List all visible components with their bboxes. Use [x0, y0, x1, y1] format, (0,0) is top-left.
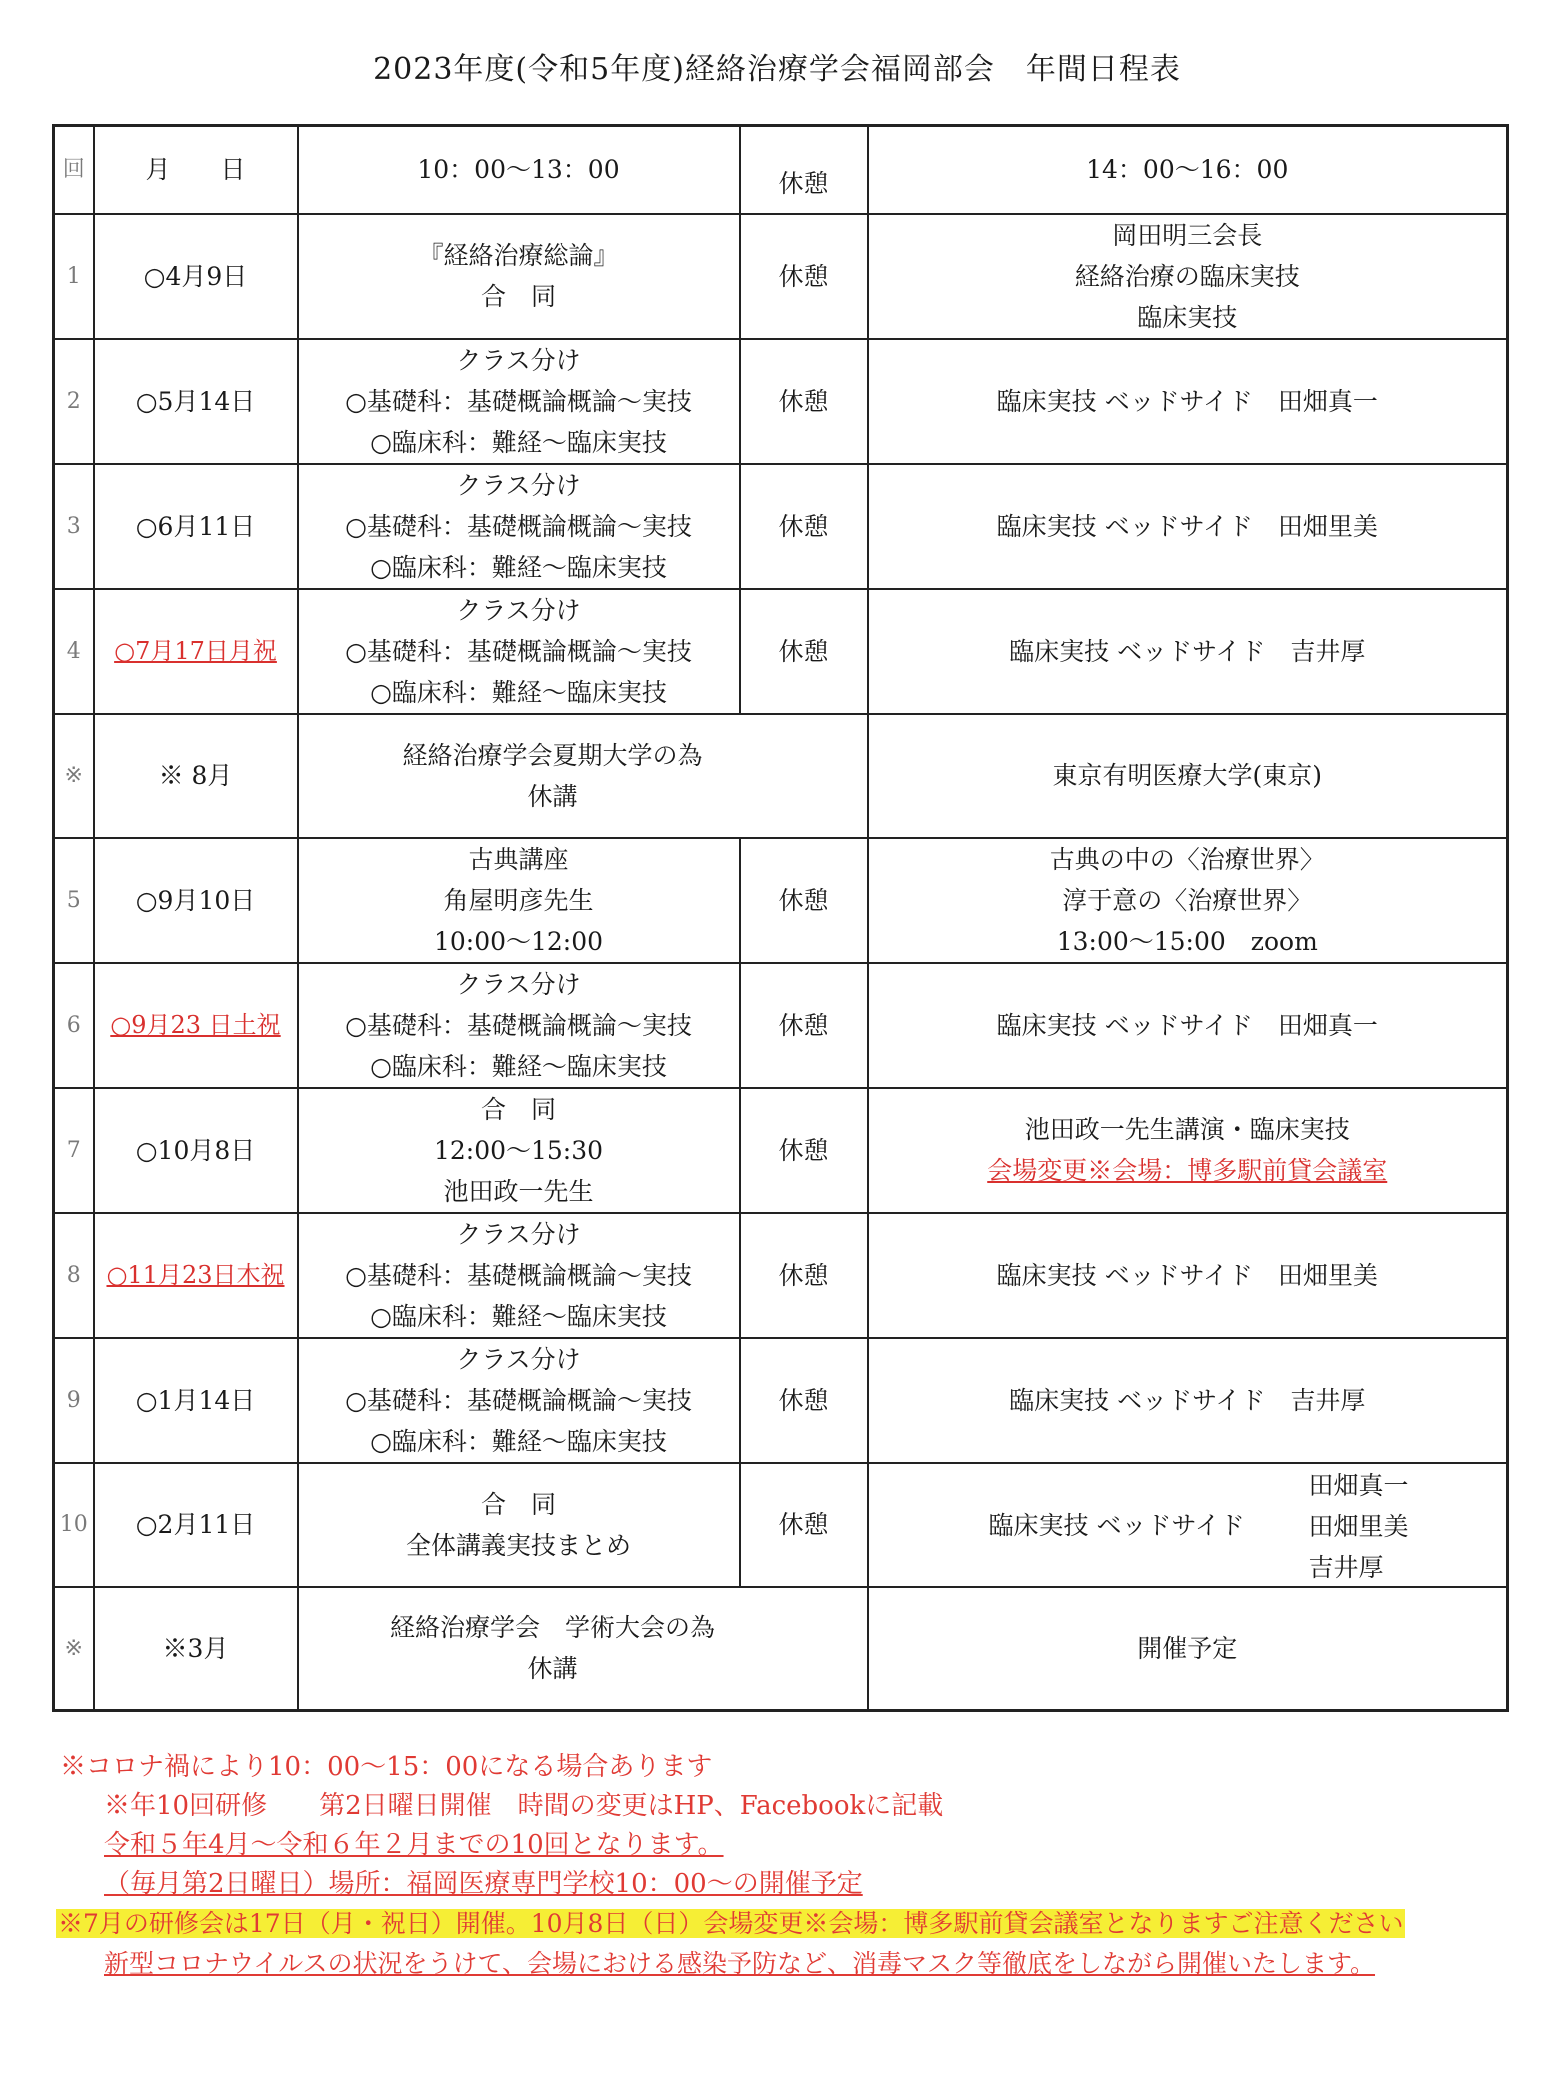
- row-morning-line: クラス分け: [456, 595, 581, 625]
- header-date: 月 日: [94, 126, 298, 214]
- row-afternoon: [868, 464, 1508, 589]
- row-morning-line: ○基礎科：基礎概論概論～実技: [345, 386, 692, 416]
- row-morning-line: 合 同: [480, 282, 556, 311]
- row-afternoon-line: 臨床実技 ベッドサイド 田畑里美: [996, 511, 1378, 541]
- row-number: ※: [54, 1587, 94, 1711]
- row-morning-line: 合 同: [480, 1094, 556, 1124]
- row-break: 休憩: [740, 1338, 868, 1463]
- header-afternoon: 14：00～16：00: [868, 126, 1508, 214]
- table-row: [54, 1088, 1508, 1213]
- afternoon-wrap: [869, 1465, 1507, 1585]
- row-number: 8: [54, 1213, 94, 1338]
- row-afternoon-line: 臨床実技 ベッドサイド 吉井厚: [1009, 1385, 1366, 1415]
- row-break: 休憩: [740, 1463, 868, 1587]
- row-morning: [298, 214, 740, 339]
- row-number: 7: [54, 1088, 94, 1213]
- row-number: 6: [54, 963, 94, 1088]
- afternoon-name: 田畑真一: [1308, 1470, 1409, 1500]
- row-morning-line: 休講: [527, 781, 578, 811]
- row-afternoon: [868, 1463, 1508, 1587]
- row-afternoon-line: 臨床実技: [1137, 302, 1238, 332]
- row-date: ○2月11日: [94, 1463, 298, 1587]
- row-afternoon-line: 池田政一先生講演・臨床実技: [1024, 1115, 1350, 1144]
- row-morning: [298, 1463, 740, 1587]
- header-no: 回: [54, 126, 94, 214]
- row-morning-line: ○臨床科：難経～臨床実技: [370, 1426, 667, 1456]
- venue-change-note: 会場変更※会場：博多駅前貸会議室: [987, 1156, 1388, 1185]
- row-morning-line: クラス分け: [456, 345, 581, 375]
- row-date: ※ 8月: [94, 714, 298, 838]
- row-morning-line: ○基礎科：基礎概論概論～実技: [345, 511, 692, 541]
- table-row: [54, 1463, 1508, 1587]
- row-afternoon: [868, 1338, 1508, 1463]
- row-date: ※3月: [94, 1587, 298, 1711]
- row-afternoon-line: 経絡治療の臨床実技: [1074, 261, 1300, 291]
- row-afternoon-line: 岡田明三会長: [1112, 220, 1263, 250]
- row-morning-line: ○基礎科：基礎概論概論～実技: [345, 1385, 692, 1415]
- note-5-highlight: ※7月の研修会は17日（月・祝日）開催。10月8日（日）会場変更※会場：博多駅前貸会議室となりますご注意ください: [58, 1909, 1404, 1938]
- row-afternoon: [868, 714, 1508, 838]
- row-morning-line: クラス分け: [456, 470, 581, 500]
- row-number: 3: [54, 464, 94, 589]
- row-morning: [298, 464, 740, 589]
- row-afternoon-line: 東京有明医療大学(東京): [1052, 761, 1322, 790]
- row-number: ※: [54, 714, 94, 838]
- row-break: 休憩: [740, 963, 868, 1088]
- row-morning-line: 全体講義実技まとめ: [405, 1530, 631, 1560]
- row-afternoon-line: 古典の中の〈治療世界〉: [1049, 844, 1325, 874]
- row-afternoon: [868, 1587, 1508, 1711]
- row-morning-line: クラス分け: [456, 969, 581, 999]
- row-morning: [298, 963, 740, 1088]
- row-afternoon: [868, 589, 1508, 714]
- table-row: [54, 1587, 1508, 1711]
- row-morning-line: 休講: [527, 1654, 578, 1684]
- row-morning: [298, 1587, 868, 1711]
- note-4: （毎月第2日曜日）場所：福岡医療専門学校10：00～の開催予定: [104, 1869, 863, 1899]
- afternoon-main: 臨床実技 ベッドサイド: [988, 1510, 1245, 1540]
- table-row: [54, 1213, 1508, 1338]
- row-morning-line: 池田政一先生: [443, 1176, 594, 1206]
- row-afternoon-line: 13:00～15:00 zoom: [1056, 926, 1318, 956]
- row-morning: [298, 1213, 740, 1338]
- note-1: ※コロナ禍により10：00～15：00になる場合あります: [60, 1752, 713, 1782]
- row-break: 休憩: [740, 214, 868, 339]
- row-morning: [298, 714, 868, 838]
- table-row: [54, 464, 1508, 589]
- table-row: [54, 963, 1508, 1088]
- row-break: 休憩: [740, 838, 868, 963]
- notes: [60, 1748, 1520, 1983]
- row-number: 9: [54, 1338, 94, 1463]
- header-morning: 10：00～13：00: [298, 126, 740, 214]
- afternoon-name: 吉井厚: [1308, 1552, 1384, 1582]
- row-afternoon-line: 開催予定: [1137, 1633, 1238, 1663]
- row-afternoon-line: 淳于意の〈治療世界〉: [1062, 885, 1313, 915]
- row-morning: [298, 838, 740, 963]
- row-number: 10: [54, 1463, 94, 1587]
- row-date: ○9月23 日土祝: [94, 963, 298, 1088]
- row-morning: [298, 589, 740, 714]
- table-row: [54, 838, 1508, 963]
- row-date: ○10月8日: [94, 1088, 298, 1213]
- row-number: 4: [54, 589, 94, 714]
- row-afternoon-line: 臨床実技 ベッドサイド 田畑里美: [996, 1260, 1378, 1290]
- row-break: 休憩: [740, 589, 868, 714]
- row-morning-line: ○基礎科：基礎概論概論～実技: [345, 1010, 692, 1040]
- table-row: [54, 714, 1508, 838]
- header-row: [54, 126, 1508, 214]
- row-afternoon: [868, 1213, 1508, 1338]
- row-afternoon: [868, 838, 1508, 963]
- row-date: ○4月9日: [94, 214, 298, 339]
- header-break-text: 休憩: [778, 169, 829, 199]
- schedule-table: [52, 124, 1509, 1712]
- row-date: ○7月17日月祝: [94, 589, 298, 714]
- row-morning-line: ○臨床科：難経～臨床実技: [370, 552, 667, 582]
- row-number: 1: [54, 214, 94, 339]
- row-afternoon: [868, 214, 1508, 339]
- row-morning-line: 12:00～15:30: [433, 1135, 604, 1165]
- row-break: 休憩: [740, 339, 868, 464]
- row-morning-line: 『経絡治療総論』: [418, 241, 619, 270]
- row-morning-line: ○臨床科：難経～臨床実技: [370, 427, 667, 457]
- header-break: [740, 126, 868, 214]
- table-row: [54, 589, 1508, 714]
- row-morning-line: ○基礎科：基礎概論概論～実技: [345, 1260, 692, 1290]
- row-date: ○9月10日: [94, 838, 298, 963]
- row-morning-line: クラス分け: [456, 1219, 581, 1249]
- row-morning-line: 経絡治療学会夏期大学の為: [402, 740, 703, 770]
- row-date: ○6月11日: [94, 464, 298, 589]
- row-date: ○11月23日木祝: [94, 1213, 298, 1338]
- note-2: ※年10回研修 第2日曜日開催 時間の変更はHP、Facebookに記載: [104, 1791, 944, 1821]
- row-break: 休憩: [740, 464, 868, 589]
- row-date: ○5月14日: [94, 339, 298, 464]
- table-row: [54, 339, 1508, 464]
- row-date: ○1月14日: [94, 1338, 298, 1463]
- row-break: 休憩: [740, 1213, 868, 1338]
- row-afternoon: [868, 1088, 1508, 1213]
- row-afternoon: [868, 963, 1508, 1088]
- row-morning-line: ○臨床科：難経～臨床実技: [370, 677, 667, 707]
- row-number: 5: [54, 838, 94, 963]
- row-morning-line: 古典講座: [468, 844, 569, 874]
- row-morning: [298, 339, 740, 464]
- table-row: [54, 214, 1508, 339]
- row-morning-line: ○基礎科：基礎概論概論～実技: [345, 636, 692, 666]
- row-morning-line: 10:00～12:00: [433, 926, 604, 956]
- table-row: [54, 1338, 1508, 1463]
- row-afternoon: [868, 339, 1508, 464]
- schedule-body: [54, 126, 1508, 1711]
- row-afternoon-line: 臨床実技 ベッドサイド 吉井厚: [1009, 636, 1366, 666]
- page-title: 2023年度(令和5年度)経絡治療学会福岡部会 年間日程表: [373, 52, 1181, 87]
- afternoon-name: 田畑里美: [1308, 1511, 1409, 1541]
- row-morning-line: クラス分け: [456, 1344, 581, 1374]
- row-morning-line: ○臨床科：難経～臨床実技: [370, 1301, 667, 1331]
- row-morning: [298, 1338, 740, 1463]
- note-6: 新型コロナウイルスの状況をうけて、会場における感染予防など、消毒マスク等徹底をしながら開催いたします。: [104, 1949, 1376, 1978]
- row-morning: [298, 1088, 740, 1213]
- row-morning-line: 角屋明彦先生: [443, 885, 594, 915]
- row-break: 休憩: [740, 1088, 868, 1213]
- row-morning-line: 合 同: [480, 1489, 556, 1519]
- row-afternoon-line: 臨床実技 ベッドサイド 田畑真一: [996, 1010, 1378, 1040]
- row-number: 2: [54, 339, 94, 464]
- row-afternoon-line: 臨床実技 ベッドサイド 田畑真一: [996, 386, 1378, 416]
- row-morning-line: ○臨床科：難経～臨床実技: [370, 1051, 667, 1081]
- row-morning-line: 経絡治療学会 学術大会の為: [389, 1613, 715, 1643]
- note-3: 令和５年4月～令和６年２月までの10回となります。: [104, 1830, 724, 1860]
